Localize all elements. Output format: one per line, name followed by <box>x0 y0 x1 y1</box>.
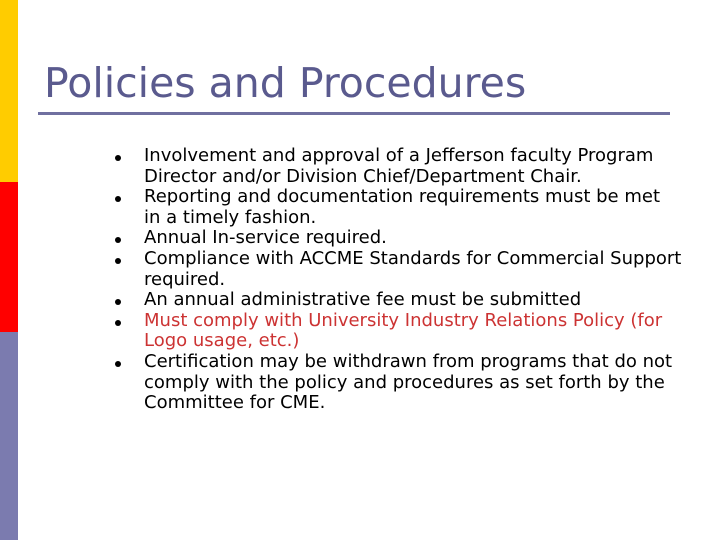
bullet-list <box>112 146 682 414</box>
bullet-dot-icon <box>115 155 121 161</box>
bullet-dot-icon <box>115 196 121 202</box>
bullet-dot-icon <box>115 237 121 243</box>
accent-bar-yellow <box>0 0 18 182</box>
bullet-dot-icon <box>115 258 121 264</box>
bullet-dot-icon <box>115 299 121 305</box>
bullet-text: Reporting and documentation requirements must be met in a timely fashion. <box>144 186 661 228</box>
accent-bar <box>0 0 18 540</box>
bullet-item <box>112 290 682 311</box>
bullet-item <box>112 146 682 187</box>
bullet-text: Must comply with University Industry Relations Policy (for Logo usage, etc.) <box>144 309 663 352</box>
bullet-text: Certification may be withdrawn from programs that do not comply with the policy and procedures as set forth by the Committee for CME. <box>144 350 673 414</box>
bullet-item-highlighted <box>112 311 682 352</box>
accent-bar-red <box>0 182 18 332</box>
bullet-dot-icon <box>115 320 121 326</box>
bullet-text: Annual In-service required. <box>144 227 387 249</box>
bullet-item <box>112 228 682 249</box>
bullet-item <box>112 187 682 228</box>
bullet-dot-icon <box>115 361 121 367</box>
bullet-text: Involvement and approval of a Jefferson faculty Program Director and/or Division Chief/Department Chair. <box>144 145 654 187</box>
bullet-text: Compliance with ACCME Standards for Commercial Support required. <box>144 247 682 290</box>
bullet-item <box>112 352 682 414</box>
bullet-item <box>112 249 682 290</box>
title-underline <box>38 112 670 115</box>
accent-bar-purple <box>0 332 18 540</box>
slide-title: Policies and Procedures <box>44 59 527 107</box>
bullet-text: An annual administrative fee must be submitted <box>144 289 582 311</box>
